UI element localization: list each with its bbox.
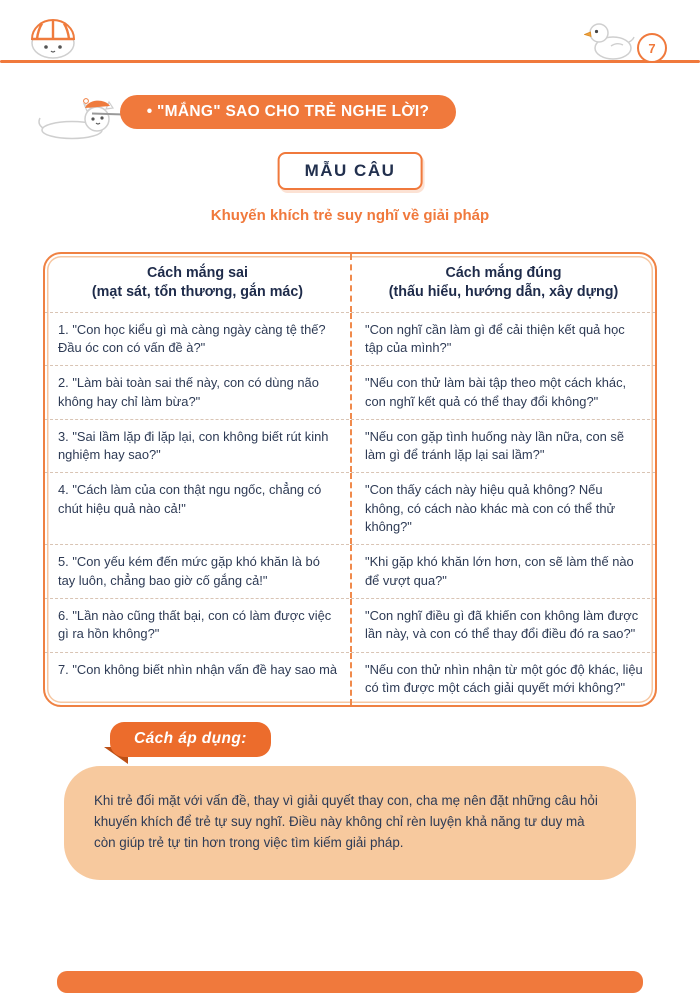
section-label: MẪU CÂU [304,161,396,180]
wrong-phrase-cell: 2. "Làm bài toàn sai thế này, con có dùng não không hay chỉ làm bừa?" [58,375,319,409]
table-header-row [45,254,655,312]
wrong-phrase-cell: 4. "Cách làm của con thật ngu ngốc, chẳng có chút hiệu quả nào cả!" [58,482,322,516]
page-number: 7 [648,40,656,56]
column-header-wrong-subtitle: (mạt sát, tổn thương, gắn mác) [91,284,304,301]
table-row [45,598,655,652]
application-panel [64,766,636,880]
table-row [45,312,655,366]
page-number-badge [637,33,667,63]
wrong-phrase-cell: 3. "Sai lầm lặp đi lặp lại, con không biết rút kinh nghiệm hay sao?" [58,428,329,463]
correct-phrase-cell: "Nếu con thử nhìn nhận từ một góc độ khác, liệu có tìm được một cách giải quyết mới không?" [350,653,655,706]
correct-phrase-cell: "Con thấy cách này hiệu quả không? Nếu không, có cách nào khác mà con có thể thử không?" [350,473,655,544]
chapter-title-badge [120,95,456,129]
comparison-table [43,252,657,707]
correct-phrase-cell: "Con nghĩ điều gì đã khiến con không làm được lần này, và con có thể thay đổi điều đó ra sao?" [350,599,655,652]
wrong-phrase-cell: 7. "Con không biết nhìn nhận vấn đề hay sao mà [58,661,338,677]
column-header-correct [350,254,655,312]
table-row [45,544,655,598]
wrong-phrase-cell: 5. "Con yếu kém đến mức gặp khó khăn là bó tay luôn, chẳng bao giờ cố gắng cả!" [58,554,320,588]
column-header-wrong-title: Cách mắng sai [147,265,248,281]
chapter-title: • "MẮNG" SAO CHO TRẺ NGHE LỜI? [146,103,430,120]
application-text: Khi trẻ đối mặt với vấn đề, thay vì giải quyết thay con, cha mẹ nên đặt những câu hỏi khuyến khích để trẻ tự suy nghĩ. Điều này không chỉ rèn luyện khả năng tư duy mà còn giúp trẻ tự tin hơn trong việc tìm kiếm giải pháp. [94,793,598,850]
duck-mascot-icon [584,19,636,61]
bowl-mascot-icon [26,14,80,60]
column-header-correct-subtitle: (thấu hiểu, hướng dẫn, xây dựng) [388,284,619,301]
application-ribbon: Cách áp dụng: [110,722,271,757]
correct-phrase-cell: "Nếu con gặp tình huống này lần nữa, con sẽ làm gì để tránh lặp lại sai lầm?" [350,420,655,473]
table-row [45,419,655,473]
section-subtitle: Khuyến khích trẻ suy nghĩ về giải pháp [210,207,490,224]
column-header-correct-title: Cách mắng đúng [445,265,562,281]
correct-phrase-cell: "Con nghĩ cần làm gì để cải thiện kết quả học tập của mình?" [350,313,655,366]
table-row [45,365,655,419]
correct-phrase-cell: "Khi gặp khó khăn lớn hơn, con sẽ làm thế nào để vượt qua?" [350,545,655,598]
column-header-wrong [45,254,350,312]
correct-phrase-cell: "Nếu con thử làm bài tập theo một cách khác, con nghĩ kết quả có thể thay đổi không?" [350,366,655,419]
section-label-box [278,152,423,190]
wrong-phrase-cell: 1. "Con học kiểu gì mà càng ngày càng tệ thế? Đầu óc con có vấn đề à?" [58,321,326,355]
table-row [45,472,655,544]
wrong-phrase-cell: 6. "Lần nào cũng thất bại, con có làm được việc gì ra hồn không?" [58,608,332,642]
table-row [45,652,655,706]
bottom-divider-bar [57,971,643,993]
